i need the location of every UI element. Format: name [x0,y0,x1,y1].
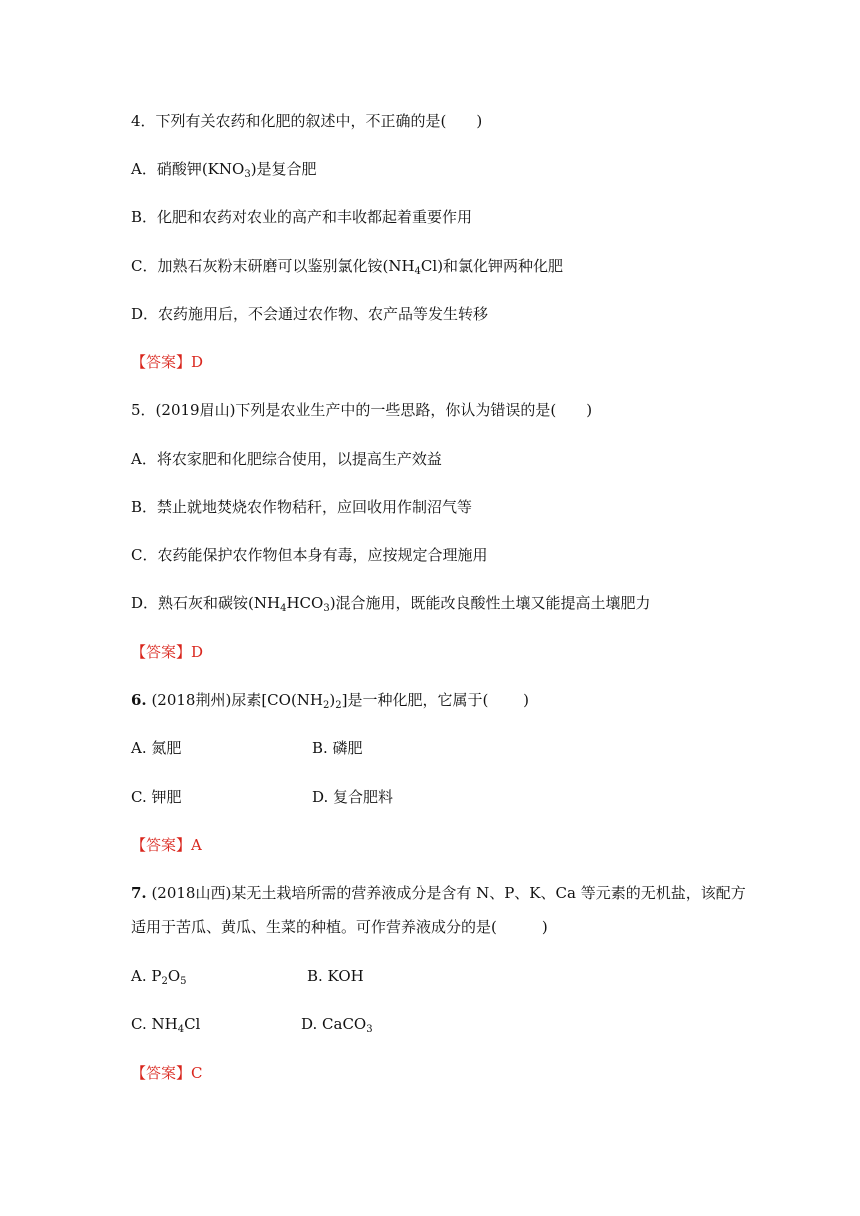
q7-option-b: B. KOH [307,967,364,985]
q7-option-c: C. $NH_4Cl$ [131,1015,201,1035]
q5-stem: 5．(2019眉山)下列是农业生产中的一些思路，你认为错误的是( ) [131,401,593,419]
q6-answer: 【答案】A [131,836,202,854]
q5-answer: 【答案】D [131,643,204,661]
q6-option-d: D. 复合肥料 [312,788,394,806]
q4-option-d: D．农药施用后，不会通过农作物、农产品等发生转移 [131,305,489,323]
q5-option-a: A．将农家肥和化肥综合使用，以提高生产效益 [131,450,442,468]
q7-answer: 【答案】C [131,1064,203,1082]
q4-answer: 【答案】D [131,353,204,371]
q5-option-d: D．熟石灰和碳铵$(NH_4HCO_3)$混合施用，既能改良酸性土壤又能提高土壤肥力 [131,594,651,614]
q7-stem-line2: 适用于苦瓜、黄瓜、生菜的种植。可作营养液成分的是( ) [131,918,548,936]
q7-stem-line1: 7. (2018山西)某无土栽培所需的营养液成分是含有 N、P、K、Ca 等元素的无机盐，该配方 [131,884,746,902]
q7-option-a: A. $P_2O_5$ [131,967,187,987]
q7-option-d: D. CaCO$_3$ [301,1015,373,1035]
q6-stem: 6. (2018荆州)尿素$[CO(NH_2)_2]$是一种化肥，它属于( ) [131,691,529,711]
q4-option-c: C．加熟石灰粉末研磨可以鉴别氯化铵$(NH_4Cl)$和氯化钾两种化肥 [131,257,564,277]
q4-stem: 4．下列有关农药和化肥的叙述中，不正确的是( ) [131,112,483,130]
q6-option-c: C. 钾肥 [131,788,182,806]
q4-option-a: A．硝酸钾$(KNO_3)$是复合肥 [131,160,317,180]
q4-option-b: B．化肥和农药对农业的高产和丰收都起着重要作用 [131,208,473,226]
q6-option-b: B. 磷肥 [312,739,363,757]
q5-option-b: B．禁止就地焚烧农作物秸秆，应回收用作制沼气等 [131,498,473,516]
q5-option-c: C．农药能保护农作物但本身有毒，应按规定合理施用 [131,546,488,564]
q6-option-a: A. 氮肥 [131,739,182,757]
